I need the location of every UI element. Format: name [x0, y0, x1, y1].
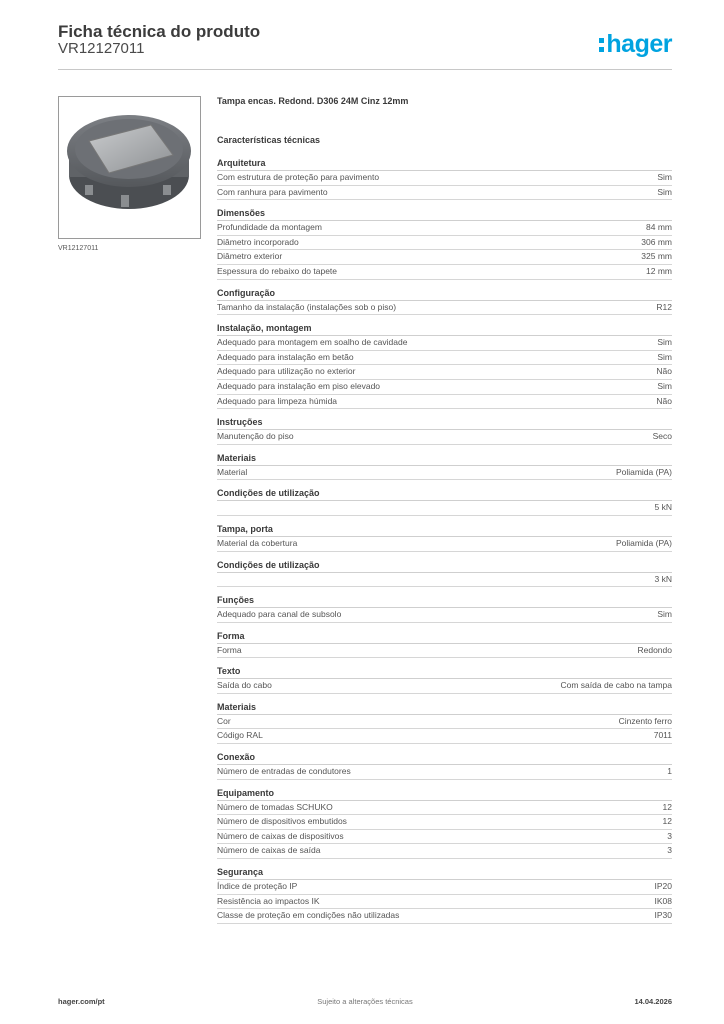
spec-row: [217, 186, 672, 201]
spec-value: Redondo: [637, 644, 672, 655]
image-caption: VR12127011: [58, 245, 99, 252]
spec-row: [217, 250, 672, 265]
spec-value: 7011: [653, 730, 672, 741]
spec-group: [217, 323, 672, 409]
spec-group: [217, 560, 672, 588]
spec-label: Material: [217, 466, 248, 477]
spec-row: [217, 365, 672, 380]
spec-row: [217, 729, 672, 744]
spec-value: Poliamida (PA): [615, 466, 672, 477]
spec-row: [217, 236, 672, 251]
spec-value: Sim: [657, 609, 672, 620]
spec-row: [217, 715, 672, 730]
spec-group-title: Condições de utilização: [217, 488, 672, 501]
spec-row: [217, 573, 672, 588]
spec-group: [217, 288, 672, 316]
spec-value: Seco: [652, 431, 672, 442]
spec-value: IP20: [654, 881, 672, 892]
spec-label: Adequado para instalação em piso elevado: [217, 380, 381, 391]
spec-group: [217, 702, 672, 744]
spec-value: IP30: [654, 910, 672, 921]
spec-group: [217, 867, 672, 924]
spec-label: Número de tomadas SCHUKO: [217, 801, 333, 812]
floor-box-cover-icon: [59, 97, 200, 238]
spec-value: R12: [656, 301, 672, 312]
spec-label: [217, 573, 655, 587]
spec-value: Não: [656, 395, 672, 406]
product-image: [58, 96, 201, 239]
spec-value: Cinzento ferro: [618, 715, 672, 726]
spec-value: 12: [662, 801, 672, 812]
spec-value: IK08: [654, 895, 672, 906]
spec-row: [217, 844, 672, 859]
spec-group: [217, 488, 672, 516]
page-header: [58, 20, 672, 70]
spec-group-title: Tampa, porta: [217, 524, 672, 537]
footer-notice: Sujeito a alterações técnicas: [317, 997, 413, 1006]
spec-group-title: Texto: [217, 666, 672, 679]
spec-row: [217, 830, 672, 845]
spec-label: Adequado para utilização no exterior: [217, 366, 356, 377]
spec-row: [217, 221, 672, 236]
spec-label: Espessura do rebaixo do tapete: [217, 265, 338, 276]
spec-row: [217, 380, 672, 395]
spec-label: Com ranhura para pavimento: [217, 186, 328, 197]
spec-label: [217, 501, 655, 515]
spec-group-title: Conexão: [217, 752, 672, 765]
footer-date: 14.04.2026: [634, 997, 672, 1006]
spec-group: [217, 666, 672, 694]
spec-value: Sim: [657, 380, 672, 391]
spec-value: 3: [667, 845, 672, 856]
spec-value: Sim: [657, 172, 672, 182]
spec-value: 12 mm: [646, 265, 672, 276]
spec-value: 306 mm: [641, 236, 672, 247]
spec-group-title: Dimensões: [217, 208, 672, 221]
spec-group-title: Arquitetura: [217, 158, 672, 171]
hager-logo: [599, 30, 672, 59]
spec-value: Sim: [657, 351, 672, 362]
spec-group-title: Materiais: [217, 453, 672, 466]
spec-value: 1: [667, 766, 672, 777]
spec-label: Diâmetro incorporado: [217, 236, 299, 247]
spec-row: [217, 815, 672, 830]
spec-label: Cor: [217, 715, 231, 726]
spec-label: Material da cobertura: [217, 537, 298, 548]
spec-row: [217, 466, 672, 481]
spec-group-title: Instalação, montagem: [217, 323, 672, 336]
spec-label: Saída do cabo: [217, 680, 272, 691]
spec-label: Resistência ao impactos IK: [217, 895, 320, 906]
logo-dots-icon: [599, 36, 604, 54]
spec-row: [217, 537, 672, 552]
spec-label: Número de dispositivos embutidos: [217, 816, 347, 827]
spec-group: [217, 631, 672, 659]
spec-groups: [217, 158, 672, 924]
spec-row: [217, 171, 672, 186]
spec-row: [217, 895, 672, 910]
spec-group-title: Instruções: [217, 417, 672, 430]
spec-row: [217, 301, 672, 316]
spec-label: Tamanho da instalação (instalações sob o piso): [217, 301, 397, 312]
spec-content: [217, 97, 672, 924]
spec-row: [217, 644, 672, 659]
spec-row: [217, 395, 672, 410]
spec-value: Poliamida (PA): [615, 537, 672, 548]
spec-group-title: Equipamento: [217, 788, 672, 801]
spec-label: Manutenção do piso: [217, 431, 294, 442]
spec-group: [217, 417, 672, 445]
spec-group-title: Materiais: [217, 702, 672, 715]
spec-label: Adequado para instalação em betão: [217, 351, 354, 362]
spec-row: [217, 880, 672, 895]
spec-label: Código RAL: [217, 730, 263, 741]
document-title: Ficha técnica do produto: [58, 22, 261, 41]
spec-value: 5 kN: [654, 502, 672, 513]
logo-text: hager: [606, 30, 672, 58]
spec-group: [217, 524, 672, 552]
spec-group-title: Funções: [217, 595, 672, 608]
spec-row: [217, 501, 672, 516]
spec-group: [217, 788, 672, 859]
spec-group-title: Configuração: [217, 288, 672, 301]
spec-label: Adequado para limpeza húmida: [217, 395, 338, 406]
spec-row: [217, 351, 672, 366]
spec-group: [217, 595, 672, 623]
spec-label: Diâmetro exterior: [217, 251, 283, 262]
spec-group: [217, 158, 672, 200]
spec-value: 325 mm: [641, 251, 672, 262]
spec-row: [217, 679, 672, 694]
spec-row: [217, 801, 672, 816]
spec-label: Adequado para canal de subsolo: [217, 609, 342, 620]
spec-value: Sim: [657, 337, 672, 348]
spec-row: [217, 608, 672, 623]
spec-row: [217, 265, 672, 280]
spec-label: Adequado para montagem em soalho de cavidade: [217, 337, 408, 348]
spec-label: Profundidade da montagem: [217, 222, 322, 233]
spec-value: 84 mm: [646, 222, 672, 233]
spec-label: Índice de proteção IP: [217, 881, 298, 892]
spec-row: [217, 336, 672, 351]
spec-group-title: Forma: [217, 631, 672, 644]
spec-value: Sim: [657, 186, 672, 197]
product-name: Tampa encas. Redond. D306 24M Cinz 12mm: [217, 96, 409, 106]
spec-group: [217, 208, 672, 279]
spec-label: Número de caixas de saída: [217, 845, 321, 856]
spec-label: Com estrutura de proteção para pavimento: [217, 172, 380, 182]
spec-label: Forma: [217, 644, 242, 655]
spec-group-title: Condições de utilização: [217, 560, 672, 573]
spec-row: [217, 430, 672, 445]
spec-label: Número de caixas de dispositivos: [217, 830, 344, 841]
spec-group-title: Segurança: [217, 867, 672, 880]
spec-value: 3 kN: [654, 573, 672, 584]
spec-group: [217, 752, 672, 780]
spec-row: [217, 765, 672, 780]
spec-value: 12: [662, 816, 672, 827]
spec-value: Com saída de cabo na tampa: [560, 680, 672, 691]
footer-website[interactable]: hager.com/pt: [58, 997, 105, 1006]
spec-value: Não: [656, 366, 672, 377]
spec-group: [217, 453, 672, 481]
product-code: VR12127011: [58, 40, 145, 57]
spec-row: [217, 909, 672, 924]
spec-value: 3: [667, 830, 672, 841]
section-title: Características técnicas: [217, 135, 321, 145]
spec-label: Número de entradas de condutores: [217, 766, 351, 777]
spec-label: Classe de proteção em condições não utilizadas: [217, 910, 400, 921]
